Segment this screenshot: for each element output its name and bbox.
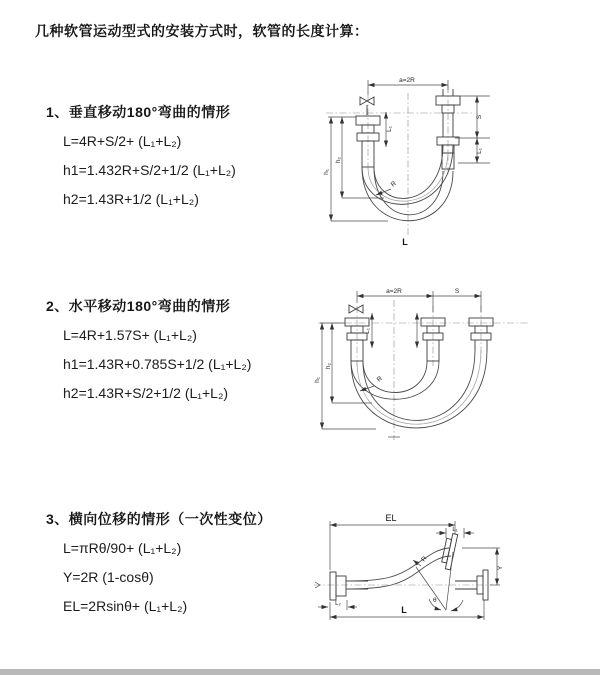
- dim-label-l1-right: L₁: [476, 148, 483, 154]
- formula-y: Y=2R (1-cosθ): [63, 569, 154, 585]
- dim-label-l: L: [401, 605, 407, 615]
- scan-edge: [0, 669, 600, 675]
- formula-length: L=4R+1.57S+ (L₁+L₂): [63, 327, 197, 343]
- hose-curves: [351, 350, 487, 428]
- page-title: 几种软管运动型式的安装方式时，软管的长度计算：: [35, 23, 369, 39]
- section-2-heading: 2、水平移动180°弯曲的情形: [46, 298, 231, 314]
- formula-h2: h2=1.43R+1/2 (L₁+L₂): [63, 191, 199, 207]
- dim-a2r: [368, 77, 448, 95]
- dim-l1-left: [386, 112, 393, 147]
- formula-h1: h1=1.43R+0.785S+1/2 (L₁+L₂): [63, 356, 252, 372]
- section-vertical-movement: [46, 102, 236, 220]
- valve-icon: [349, 305, 363, 313]
- dim-label-l: L: [402, 237, 408, 247]
- dim-a2r-s: [357, 288, 481, 312]
- dim-label-h2: h₂: [335, 156, 342, 164]
- moved-flange: [440, 533, 457, 570]
- dim-label-l1-left: L₁: [386, 126, 393, 132]
- section-3-heading: 3、横向位移的情形（一次性变位）: [46, 511, 272, 527]
- dim-l: [330, 600, 484, 620]
- formula-length: L=πRθ/90+ (L₁+L₂): [63, 540, 182, 556]
- formula-h2: h2=1.43R+S/2+1/2 (L₁+L₂): [63, 385, 229, 401]
- dim-label-el: EL: [385, 513, 397, 523]
- centerlines: [318, 300, 528, 440]
- centerlines: [326, 86, 472, 236]
- dim-el: [330, 513, 458, 570]
- dim-label-h1: h₁: [314, 377, 321, 383]
- section-horizontal-movement: [46, 296, 251, 414]
- dim-label-a2r: a=2R: [386, 288, 402, 295]
- diagram-lateral-displacement: [300, 505, 590, 655]
- dim-label-h1: h₁: [323, 169, 330, 175]
- formula-el: EL=2Rsinθ+ (L₁+L₂): [63, 598, 188, 614]
- formula-length: L=4R+S/2+ (L₁+L₂): [63, 133, 182, 149]
- dim-label-s: S: [454, 288, 460, 295]
- dim-l1: [436, 527, 474, 538]
- dim-s-l1-right: [455, 96, 490, 163]
- dim-label-a2r: a=2R: [399, 77, 415, 84]
- dim-label-r: R: [389, 180, 398, 189]
- section-1-heading: 1、垂直移动180°弯曲的情形: [46, 104, 231, 120]
- left-pipe-flange: [330, 572, 368, 600]
- dim-label-l1: L₁: [452, 527, 458, 533]
- formula-h1: h1=1.432R+S/2+1/2 (L₁+L₂): [63, 162, 236, 178]
- dim-label-r: R: [420, 555, 429, 564]
- hose-curves: [362, 145, 453, 221]
- dim-label-s: S: [476, 114, 483, 120]
- diagram-horizontal-180-bend: [310, 282, 580, 447]
- dim-l2: [318, 600, 357, 610]
- dim-label-h2: h₂: [325, 362, 332, 370]
- dim-label-l1: L₁: [364, 328, 371, 334]
- centerline: [314, 582, 492, 588]
- hose-s-curve: [346, 548, 451, 589]
- dim-label-theta: θ: [433, 597, 437, 604]
- dim-label-r: R: [375, 375, 384, 384]
- dim-label-y: Y: [497, 565, 504, 571]
- valve-icon: [360, 97, 374, 115]
- dim-l1: [364, 313, 417, 348]
- section-lateral-displacement: [46, 509, 272, 627]
- diagram-vertical-180-bend: [312, 70, 572, 255]
- dim-label-l2: L₂: [335, 601, 341, 607]
